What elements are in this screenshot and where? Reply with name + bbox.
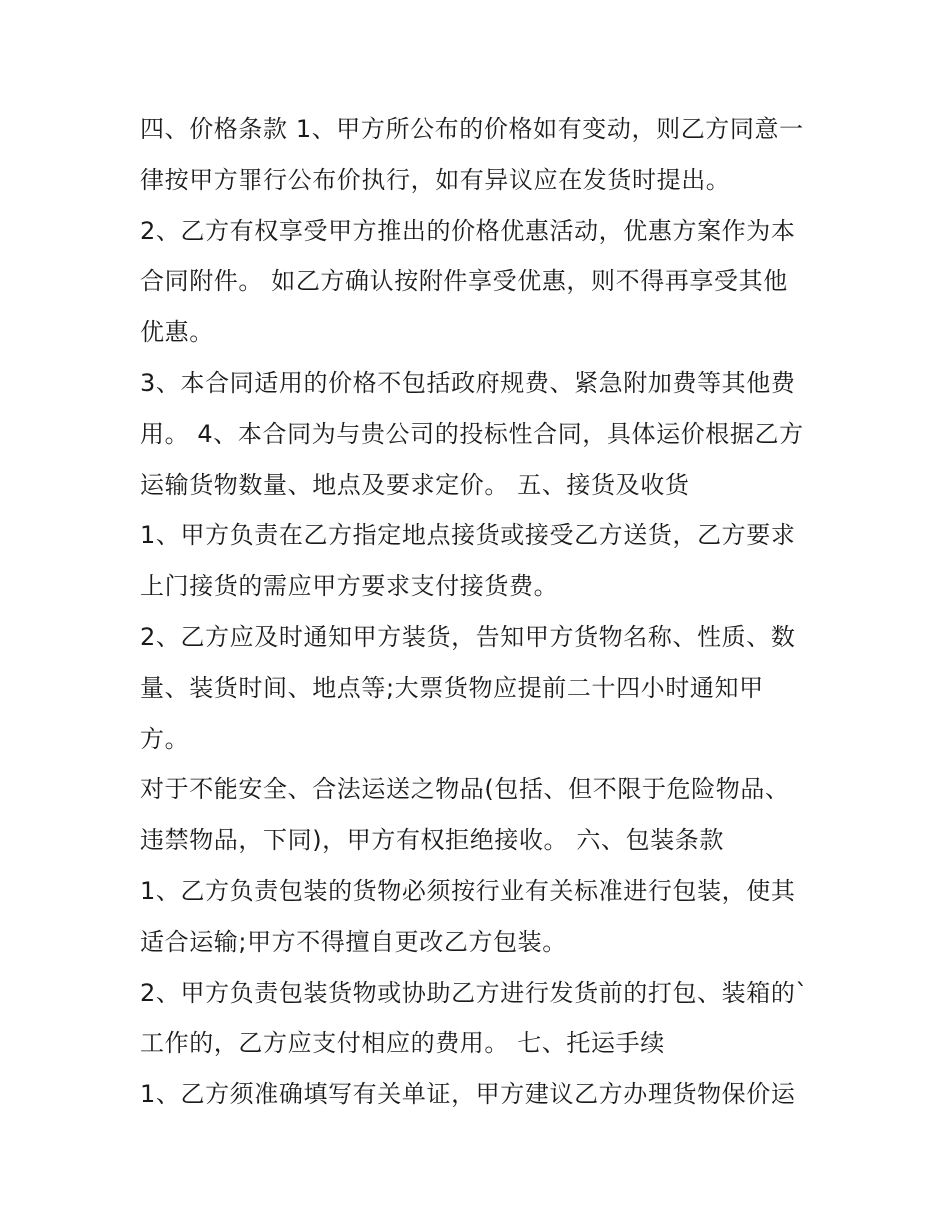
text-line: 量、装货时间、地点等;大票货物应提前二十四小时通知甲 xyxy=(140,673,764,702)
text-line: 2、乙方应及时通知甲方装货，告知甲方货物名称、性质、数 xyxy=(140,622,796,651)
text-line: 2、甲方负责包装货物或协助乙方进行发货前的打包、装箱的` xyxy=(140,978,809,1007)
text-line: 用。 4、本合同为与贵公司的投标性合同，具体运价根据乙方 xyxy=(140,419,804,448)
text-line: 四、价格条款 1、甲方所公布的价格如有变动，则乙方同意一 xyxy=(140,115,804,143)
text-line: 工作的，乙方应支付相应的费用。 七、托运手续 xyxy=(140,1029,665,1058)
text-line: 1、甲方负责在乙方指定地点接货或接受乙方送货，乙方要求 xyxy=(140,521,796,550)
text-line: 律按甲方罪行公布价执行，如有异议应在发货时提出。 xyxy=(140,165,731,194)
text-line: 违禁物品，下同)，甲方有权拒绝接收。 六、包装条款 xyxy=(140,826,724,855)
text-line: 3、本合同适用的价格不包括政府规费、紧急附加费等其他费 xyxy=(140,368,796,397)
text-line: 适合运输;甲方不得擅自更改乙方包装。 xyxy=(140,927,567,956)
text-line: 合同附件。 如乙方确认按附件享受优惠，则不得再享受其他 xyxy=(140,267,788,296)
text-line: 1、乙方负责包装的货物必须按行业有关标准进行包装，使其 xyxy=(140,876,796,905)
text-line: 方。 xyxy=(140,724,190,753)
text-line: 上门接货的需应甲方要求支付接货费。 xyxy=(140,572,559,601)
text-line: 对于不能安全、合法运送之物品(包括、但不限于危险物品、 xyxy=(140,775,790,804)
text-line: 运输货物数量、地点及要求定价。 五、接货及收货 xyxy=(140,470,690,499)
text-line: 2、乙方有权享受甲方推出的价格优惠活动，优惠方案作为本 xyxy=(140,216,796,245)
text-line: 优惠。 xyxy=(140,318,214,347)
contract-text xyxy=(140,104,820,1120)
text-line: 1、乙方须准确填写有关单证，甲方建议乙方办理货物保价运 xyxy=(140,1080,796,1109)
